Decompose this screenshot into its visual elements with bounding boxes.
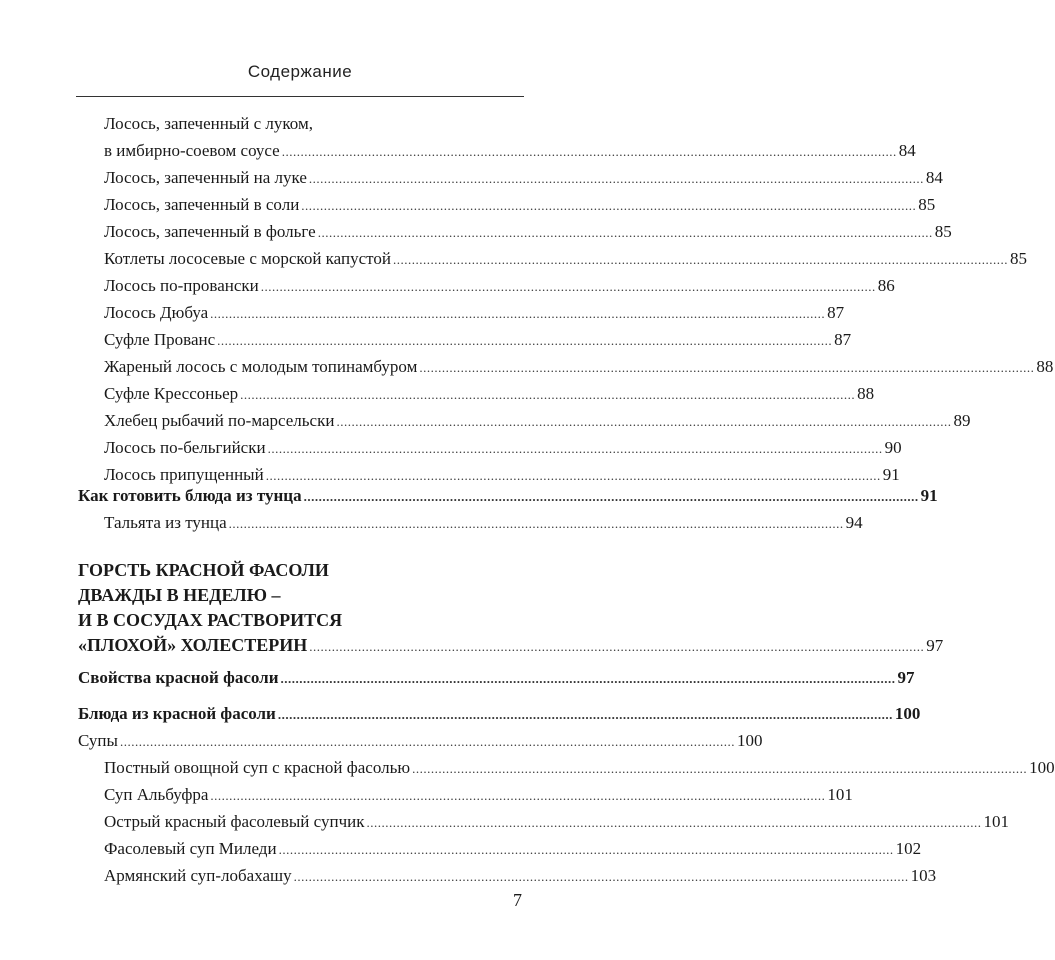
toc-entry: Лосось по-бельгийски .................................................................................................................................................................... 90 xyxy=(104,438,902,457)
toc-entry: Хлебец рыбачий по-марсельски .................................................................................................................................................................... 89 xyxy=(104,411,971,430)
toc-subsection-soups: Супы .................................................................................................................................................................... 100 xyxy=(78,731,763,750)
toc-section-properties: Свойства красной фасоли .................................................................................................................................................................... 97 xyxy=(78,668,915,687)
toc-entry: Лосось, запеченный в фольге .................................................................................................................................................................... 85 xyxy=(104,222,952,241)
toc-section-tuna: Как готовить блюда из тунца .................................................................................................................................................................... 91 xyxy=(78,486,938,505)
toc-group-tuna xyxy=(78,482,938,536)
running-head: Содержание xyxy=(247,62,353,81)
toc-entry: Суп Альбуфра .................................................................................................................................................................... 101 xyxy=(104,785,853,804)
toc-entry: Лосось по-провански .................................................................................................................................................................... 86 xyxy=(104,276,895,295)
toc-entry: Тальята из тунца .................................................................................................................................................................... 94 xyxy=(104,513,863,532)
toc-section-dishes: Блюда из красной фасоли .................................................................................................................................................................... 100 xyxy=(78,704,921,723)
chapter-last-line: «ПЛОХОЙ» ХОЛЕСТЕРИН .................................................................................................................................................................... 97 xyxy=(78,635,944,655)
toc-entry: Жареный лосось с молодым топинамбуром .................................................................................................................................................................... 88 xyxy=(104,357,1054,376)
toc-entry: Постный овощной суп с красной фасолью .................................................................................................................................................................... 100 xyxy=(104,758,1055,777)
toc-entry: Котлеты лососевые с морской капустой .................................................................................................................................................................... 85 xyxy=(104,249,1027,268)
toc-entry: Лосось Дюбуа .................................................................................................................................................................... 87 xyxy=(104,303,845,322)
toc-entry: Лосось, запеченный в соли .................................................................................................................................................................... 85 xyxy=(104,195,936,214)
toc-entry: Армянский суп-лобахашу .................................................................................................................................................................... 103 xyxy=(104,866,937,885)
toc-entry-line1: Лосось, запеченный с луком, xyxy=(104,114,313,133)
toc-entry: Острый красный фасолевый супчик .................................................................................................................................................................... 101 xyxy=(104,812,1009,831)
toc-group-salmon xyxy=(78,110,1054,488)
toc-entry: Лосось, запеченный на луке .................................................................................................................................................................... 84 xyxy=(104,168,943,187)
toc-entry: Фасолевый суп Миледи .................................................................................................................................................................... 102 xyxy=(104,839,922,858)
chapter-heading: ГОРСТЬ КРАСНОЙ ФАСОЛИ ДВАЖДЫ В НЕДЕЛЮ – И В СОСУДАХ РАСТВОРИТСЯ «ПЛОХОЙ» ХОЛЕСТЕРИН .................................................................................................................................................................... 97 xyxy=(78,558,524,658)
toc-entry: в имбирно-соевом соусе .................................................................................................................................................................... 84 xyxy=(104,141,916,160)
page-number: 7 xyxy=(513,890,522,910)
header-rule xyxy=(76,96,524,97)
toc-entry: Суфле Прованс .................................................................................................................................................................... 87 xyxy=(104,330,852,349)
toc-group-beans xyxy=(78,664,1055,889)
toc-entry: Лосось припущенный .................................................................................................................................................................... 91 xyxy=(104,465,900,484)
toc-entry: Суфле Крессоньер .................................................................................................................................................................... 88 xyxy=(104,384,875,403)
